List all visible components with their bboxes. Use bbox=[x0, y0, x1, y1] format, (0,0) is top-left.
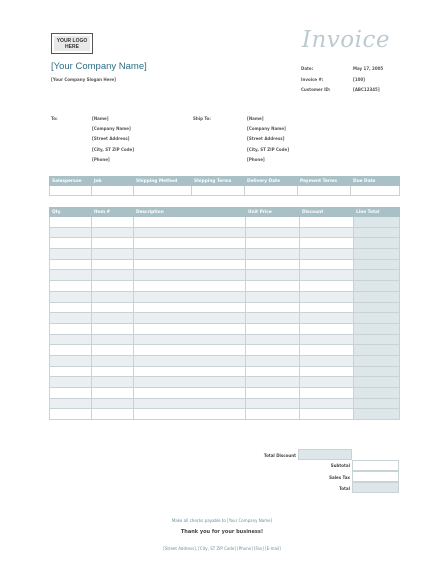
line-total-cell[interactable] bbox=[354, 398, 400, 409]
qty-cell[interactable] bbox=[50, 323, 92, 334]
discount-cell[interactable] bbox=[300, 302, 354, 313]
description-cell[interactable] bbox=[134, 259, 246, 270]
payable-note: Make all checks payable to [Your Company Name] bbox=[171, 518, 273, 523]
discount-cell[interactable] bbox=[300, 238, 354, 249]
line-total-cell[interactable] bbox=[354, 217, 400, 228]
discount-header: Discount bbox=[300, 208, 354, 217]
due-date-header: Due Date bbox=[351, 177, 400, 186]
description-cell[interactable] bbox=[134, 270, 246, 281]
ship-to-address bbox=[247, 116, 289, 162]
table-row bbox=[50, 377, 400, 388]
item-number-cell[interactable] bbox=[92, 355, 134, 366]
description-cell[interactable] bbox=[134, 409, 246, 420]
payment-terms-header: Payment Terms bbox=[298, 177, 351, 186]
line-total-cell[interactable] bbox=[354, 281, 400, 292]
item-number-cell[interactable] bbox=[92, 291, 134, 302]
invoice-number-label: Invoice #: bbox=[301, 77, 324, 82]
company-contact: [Street Address], [City, ST ZIP Code] [Phone] [Fax] [E-mail] bbox=[163, 546, 281, 551]
description-header: Description bbox=[134, 208, 246, 217]
qty-cell[interactable] bbox=[50, 388, 92, 399]
discount-cell[interactable] bbox=[300, 398, 354, 409]
unit-price-cell[interactable] bbox=[246, 217, 300, 228]
discount-cell[interactable] bbox=[300, 270, 354, 281]
unit-price-cell[interactable] bbox=[246, 345, 300, 356]
item-number-cell[interactable] bbox=[92, 281, 134, 292]
bill-to-name[interactable]: [Name] bbox=[92, 116, 109, 121]
line-total-cell[interactable] bbox=[354, 323, 400, 334]
item-number-cell[interactable] bbox=[92, 409, 134, 420]
line-total-cell[interactable] bbox=[354, 345, 400, 356]
description-cell[interactable] bbox=[134, 345, 246, 356]
unit-price-cell[interactable] bbox=[246, 323, 300, 334]
discount-cell[interactable] bbox=[300, 323, 354, 334]
description-cell[interactable] bbox=[134, 238, 246, 249]
total-discount-field[interactable] bbox=[298, 449, 352, 460]
bill-to-label: To: bbox=[51, 116, 58, 121]
description-cell[interactable] bbox=[134, 355, 246, 366]
salesperson-cell[interactable] bbox=[50, 186, 92, 196]
unit-price-cell[interactable] bbox=[246, 377, 300, 388]
subtotal-label: Subtotal bbox=[330, 463, 350, 468]
table-row bbox=[50, 259, 400, 270]
description-cell[interactable] bbox=[134, 334, 246, 345]
unit-price-cell[interactable] bbox=[246, 388, 300, 399]
job-header: Job bbox=[92, 177, 134, 186]
qty-cell[interactable] bbox=[50, 409, 92, 420]
thank-you-note: Thank you for your business! bbox=[180, 529, 264, 535]
invoice-title: Invoice bbox=[301, 27, 390, 53]
description-cell[interactable] bbox=[134, 227, 246, 238]
unit-price-cell[interactable] bbox=[246, 409, 300, 420]
discount-cell[interactable] bbox=[300, 334, 354, 345]
ship-to-phone[interactable]: [Phone] bbox=[247, 156, 265, 162]
table-row bbox=[50, 388, 400, 399]
bill-to-address bbox=[92, 116, 134, 162]
ship-to-name[interactable]: [Name] bbox=[247, 116, 264, 121]
line-total-cell[interactable] bbox=[354, 377, 400, 388]
item-number-cell[interactable] bbox=[92, 313, 134, 324]
discount-cell[interactable] bbox=[300, 366, 354, 377]
discount-cell[interactable] bbox=[300, 377, 354, 388]
discount-cell[interactable] bbox=[300, 345, 354, 356]
table-row bbox=[50, 323, 400, 334]
line-total-cell[interactable] bbox=[354, 366, 400, 377]
discount-cell[interactable] bbox=[300, 409, 354, 420]
item-number-cell[interactable] bbox=[92, 302, 134, 313]
table-row bbox=[50, 238, 400, 249]
table-row bbox=[50, 398, 400, 409]
item-number-header: Item # bbox=[92, 208, 134, 217]
description-cell[interactable] bbox=[134, 313, 246, 324]
ship-to-city[interactable]: [City, ST ZIP Code] bbox=[247, 146, 290, 152]
company-slogan[interactable]: [Your Company Slogan Here] bbox=[51, 77, 116, 82]
description-cell[interactable] bbox=[134, 323, 246, 334]
item-number-cell[interactable] bbox=[92, 270, 134, 281]
date-value[interactable]: May 17, 2005 bbox=[353, 66, 384, 71]
delivery-date-header: Delivery Date bbox=[245, 177, 298, 186]
table-row bbox=[50, 313, 400, 324]
qty-header: Qty bbox=[50, 208, 92, 217]
table-row bbox=[50, 334, 400, 345]
qty-cell[interactable] bbox=[50, 270, 92, 281]
item-number-cell[interactable] bbox=[92, 388, 134, 399]
unit-price-cell[interactable] bbox=[246, 313, 300, 324]
description-cell[interactable] bbox=[134, 217, 246, 228]
unit-price-cell[interactable] bbox=[246, 355, 300, 366]
line-total-cell[interactable] bbox=[354, 355, 400, 366]
unit-price-header: Unit Price bbox=[246, 208, 300, 217]
discount-cell[interactable] bbox=[300, 355, 354, 366]
due-date-cell[interactable] bbox=[351, 186, 400, 196]
logo-text: YOUR LOGO HERE bbox=[54, 36, 90, 51]
item-number-cell[interactable] bbox=[92, 259, 134, 270]
bill-to-street[interactable]: [Street Address] bbox=[92, 136, 130, 142]
discount-cell[interactable] bbox=[300, 249, 354, 260]
job-cell[interactable] bbox=[92, 186, 134, 196]
item-number-cell[interactable] bbox=[92, 345, 134, 356]
unit-price-cell[interactable] bbox=[246, 366, 300, 377]
qty-cell[interactable] bbox=[50, 302, 92, 313]
discount-cell[interactable] bbox=[300, 291, 354, 302]
total-label: Total bbox=[339, 486, 350, 491]
item-number-cell[interactable] bbox=[92, 377, 134, 388]
delivery-date-cell[interactable] bbox=[245, 186, 298, 196]
qty-cell[interactable] bbox=[50, 377, 92, 388]
item-number-cell[interactable] bbox=[92, 323, 134, 334]
unit-price-cell[interactable] bbox=[246, 227, 300, 238]
qty-cell[interactable] bbox=[50, 355, 92, 366]
shipping-method-cell[interactable] bbox=[134, 186, 192, 196]
qty-cell[interactable] bbox=[50, 334, 92, 345]
line-total-cell[interactable] bbox=[354, 409, 400, 420]
ship-to-label: Ship To: bbox=[193, 116, 211, 121]
qty-cell[interactable] bbox=[50, 291, 92, 302]
sales-data-row bbox=[50, 186, 400, 196]
discount-cell[interactable] bbox=[300, 313, 354, 324]
table-row bbox=[50, 291, 400, 302]
item-number-cell[interactable] bbox=[92, 217, 134, 228]
items-header-row bbox=[50, 208, 400, 217]
item-number-cell[interactable] bbox=[92, 366, 134, 377]
table-row bbox=[50, 281, 400, 292]
bill-to-city[interactable]: [City, ST ZIP Code] bbox=[92, 146, 135, 152]
description-cell[interactable] bbox=[134, 377, 246, 388]
line-total-cell[interactable] bbox=[354, 259, 400, 270]
line-total-cell[interactable] bbox=[354, 388, 400, 399]
table-row bbox=[50, 249, 400, 260]
description-cell[interactable] bbox=[134, 249, 246, 260]
items-body bbox=[50, 217, 400, 420]
discount-cell[interactable] bbox=[300, 227, 354, 238]
table-row bbox=[50, 355, 400, 366]
description-cell[interactable] bbox=[134, 398, 246, 409]
unit-price-cell[interactable] bbox=[246, 270, 300, 281]
item-number-cell[interactable] bbox=[92, 334, 134, 345]
qty-cell[interactable] bbox=[50, 398, 92, 409]
discount-cell[interactable] bbox=[300, 259, 354, 270]
line-total-cell[interactable] bbox=[354, 334, 400, 345]
invoice-number-value[interactable]: [100] bbox=[353, 77, 366, 82]
line-total-cell[interactable] bbox=[354, 238, 400, 249]
customer-id-label: Customer ID: bbox=[301, 87, 331, 92]
line-items-table bbox=[49, 207, 400, 420]
unit-price-cell[interactable] bbox=[246, 291, 300, 302]
item-number-cell[interactable] bbox=[92, 227, 134, 238]
total-field[interactable] bbox=[352, 482, 399, 493]
bill-to-company[interactable]: [Company Name] bbox=[92, 126, 131, 132]
item-number-cell[interactable] bbox=[92, 249, 134, 260]
line-total-cell[interactable] bbox=[354, 227, 400, 238]
logo-placeholder bbox=[51, 33, 93, 54]
qty-cell[interactable] bbox=[50, 366, 92, 377]
shipping-terms-cell[interactable] bbox=[192, 186, 245, 196]
line-total-header: Line Total bbox=[354, 208, 400, 217]
qty-cell[interactable] bbox=[50, 345, 92, 356]
sales-info-table bbox=[49, 176, 400, 196]
unit-price-cell[interactable] bbox=[246, 302, 300, 313]
payment-terms-cell[interactable] bbox=[298, 186, 351, 196]
ship-to-company[interactable]: [Company Name] bbox=[247, 126, 286, 132]
description-cell[interactable] bbox=[134, 291, 246, 302]
qty-cell[interactable] bbox=[50, 281, 92, 292]
salesperson-header: Salesperson bbox=[50, 177, 92, 186]
bill-to-phone[interactable]: [Phone] bbox=[92, 156, 110, 162]
unit-price-cell[interactable] bbox=[246, 259, 300, 270]
qty-cell[interactable] bbox=[50, 217, 92, 228]
description-cell[interactable] bbox=[134, 281, 246, 292]
sales-tax-field[interactable] bbox=[352, 471, 399, 482]
qty-cell[interactable] bbox=[50, 238, 92, 249]
ship-to-street[interactable]: [Street Address] bbox=[247, 136, 285, 142]
line-total-cell[interactable] bbox=[354, 249, 400, 260]
unit-price-cell[interactable] bbox=[246, 398, 300, 409]
table-row bbox=[50, 366, 400, 377]
sales-header-row bbox=[50, 177, 400, 186]
line-total-cell[interactable] bbox=[354, 291, 400, 302]
qty-cell[interactable] bbox=[50, 313, 92, 324]
discount-cell[interactable] bbox=[300, 281, 354, 292]
unit-price-cell[interactable] bbox=[246, 334, 300, 345]
shipping-terms-header: Shipping Terms bbox=[192, 177, 245, 186]
shipping-method-header: Shipping Method bbox=[134, 177, 192, 186]
table-row bbox=[50, 227, 400, 238]
unit-price-cell[interactable] bbox=[246, 249, 300, 260]
discount-cell[interactable] bbox=[300, 217, 354, 228]
discount-cell[interactable] bbox=[300, 388, 354, 399]
unit-price-cell[interactable] bbox=[246, 281, 300, 292]
item-number-cell[interactable] bbox=[92, 238, 134, 249]
description-cell[interactable] bbox=[134, 302, 246, 313]
qty-cell[interactable] bbox=[50, 227, 92, 238]
subtotal-field[interactable] bbox=[352, 460, 399, 471]
total-discount-label: Total Discount bbox=[263, 453, 296, 458]
qty-cell[interactable] bbox=[50, 249, 92, 260]
table-row bbox=[50, 302, 400, 313]
company-name[interactable]: [Your Company Name] bbox=[51, 61, 147, 72]
line-total-cell[interactable] bbox=[354, 302, 400, 313]
date-label: Date: bbox=[301, 66, 314, 71]
description-cell[interactable] bbox=[134, 366, 246, 377]
table-row bbox=[50, 217, 400, 228]
customer-id-value[interactable]: [ABC12345] bbox=[353, 87, 380, 92]
table-row bbox=[50, 270, 400, 281]
qty-cell[interactable] bbox=[50, 259, 92, 270]
line-total-cell[interactable] bbox=[354, 313, 400, 324]
line-total-cell[interactable] bbox=[354, 270, 400, 281]
description-cell[interactable] bbox=[134, 388, 246, 399]
table-row bbox=[50, 345, 400, 356]
item-number-cell[interactable] bbox=[92, 398, 134, 409]
table-row bbox=[50, 409, 400, 420]
unit-price-cell[interactable] bbox=[246, 238, 300, 249]
sales-tax-label: Sales Tax bbox=[329, 475, 350, 480]
